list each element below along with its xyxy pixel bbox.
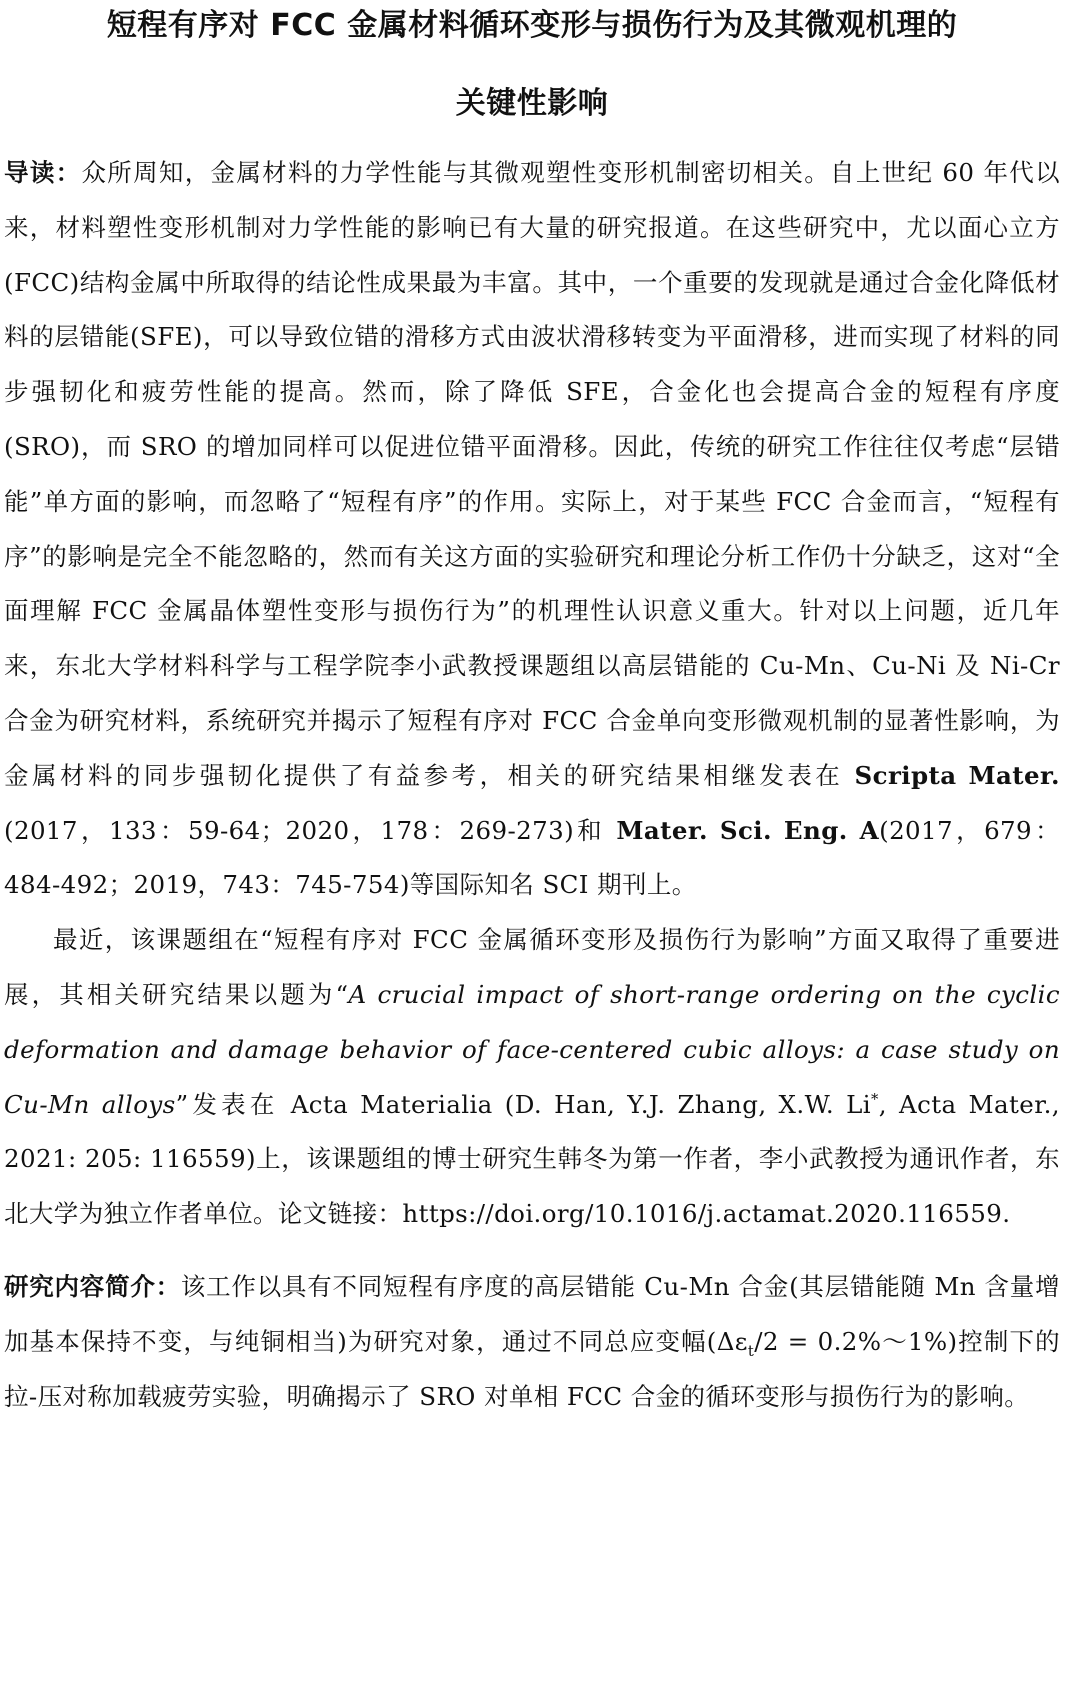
strain-subscript: t	[747, 1342, 755, 1360]
journal-name-mse-a: Mater. Sci. Eng. A	[616, 815, 880, 845]
recent-text-part-1: 最近，该课题组在“短程有序对 FCC 金属循环变形及损伤行为影响”方面又取得了重要进展，其相关研究结果以题为“	[4, 925, 1060, 1009]
recent-text-part-3: , Acta Mater., 2021: 205: 116559)上，该课题组的博士研究生韩冬为第一作者，李小武教授为通讯作者，东北大学为独立作者单位。论文链接：https://doi.org/10.1016/j.actamat.2020.116559.	[4, 1089, 1060, 1229]
content-text-part-1: 该工作以具有不同短程有序度的高层错能 Cu-Mn 合金(其层错能随 Mn 含量增加基本保持不变，与纯铜相当)为研究对象，通过不同总应变幅(Δε	[4, 1271, 1060, 1356]
article-title-line-2: 关键性影响	[455, 86, 609, 121]
recent-text-part-2: ”发表在 Acta Materialia (D. Han, Y.J. Zhang, X.W. Li	[175, 1089, 872, 1119]
intro-text-part-1: 众所周知，金属材料的力学性能与其微观塑性变形机制密切相关。自上世纪 60 年代以来，材料塑性变形机制对力学性能的影响已有大量的研究报道。在这些研究中，尤以面心立方(FCC)结构金属中所取得的结论性成果最为丰富。其中，一个重要的发现就是通过合金化降低材料的层错能(SFE)，可以导致位错的滑移方式由波状滑移转变为平面滑移，进而实现了材料的同步强韧化和疲劳性能的提高。然而，除了降低 SFE，合金化也会提高合金的短程有序度(SRO)，而 SRO 的增加同样可以促进位错平面滑移。因此，传统的研究工作往往仅考虑“层错能”单方面的影响，而忽略了“短程有序”的作用。实际上，对于某些 FCC 合金而言，“短程有序”的影响是完全不能忽略的，然而有关这方面的实验研究和理论分析工作仍十分缺乏，这对“全面理解 FCC 金属晶体塑性变形与损伤行为”的机理性认识意义重大。针对以上问题，近几年来，东北大学材料科学与工程学院李小武教授课题组以高层错能的 Cu-Mn、Cu-Ni 及 Ni-Cr 合金为研究材料，系统研究并揭示了短程有序对 FCC 合金单向变形微观机制的显著性影响，为金属材料的同步强韧化提供了有益参考，相关的研究结果相继发表在	[4, 158, 1061, 790]
intro-paragraph	[4, 146, 1060, 913]
research-content-paragraph	[4, 1260, 1060, 1424]
recent-progress-paragraph	[4, 913, 1060, 1242]
content-lead-label: 研究内容简介：	[4, 1271, 181, 1301]
intro-text-part-3: (2017，679：484-492；2019，743：745-754)等国际知名 SCI 期刊上。	[4, 815, 1061, 900]
paper-title-italic: A crucial impact of short-range ordering on the cyclic deformation and damage behavior of face-centered cubic alloys: a case study on Cu-Mn alloys	[4, 979, 1060, 1119]
corresponding-author-asterisk: *	[871, 1090, 879, 1108]
content-text-part-2: /2 = 0.2%～1%)控制下的拉-压对称加载疲劳实验，明确揭示了 SRO 对单相 FCC 合金的循环变形与损伤行为的影响。	[4, 1326, 1060, 1411]
article-title	[4, 0, 1060, 126]
journal-name-scripta: Scripta Mater.	[854, 760, 1060, 790]
intro-lead-label: 导读：	[4, 158, 82, 187]
intro-text-part-2: (2017，133：59-64；2020，178：269-273)和	[4, 815, 617, 845]
article-title-line-1: 短程有序对 FCC 金属材料循环变形与损伤行为及其微观机理的	[106, 8, 958, 43]
